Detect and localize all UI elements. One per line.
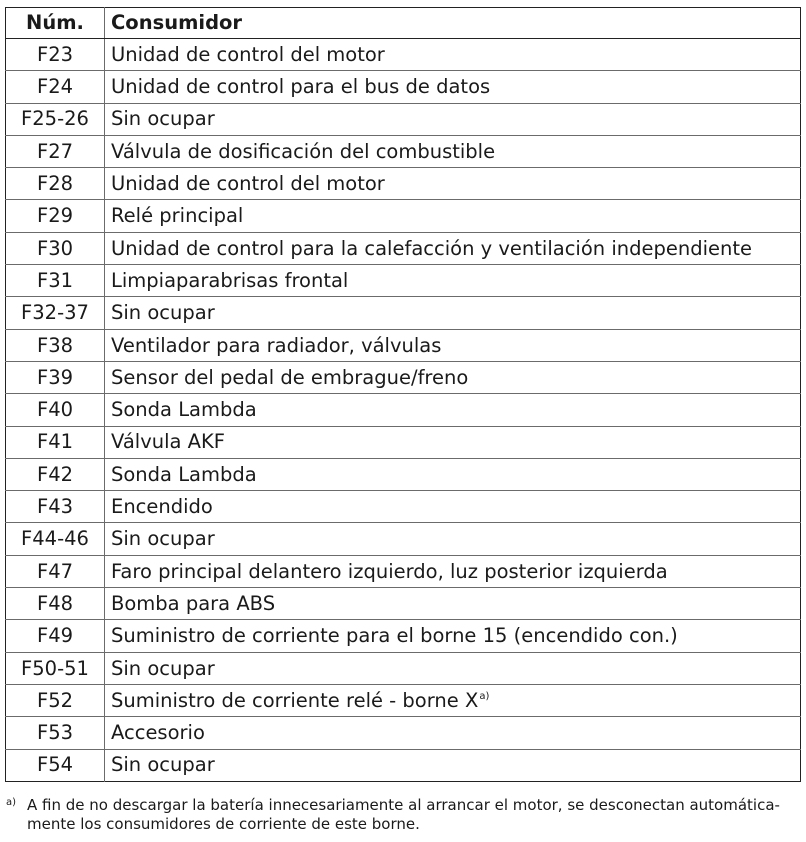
fuse-number-cell: F30 — [6, 232, 105, 264]
fuse-number-cell: F41 — [6, 426, 105, 458]
table-row — [6, 135, 801, 167]
consumer-text: Relé principal — [111, 204, 244, 228]
table-row — [6, 329, 801, 361]
table-row — [6, 39, 801, 71]
consumer-text: Válvula de dosificación del combustible — [111, 139, 496, 163]
table-row — [6, 394, 801, 426]
consumer-cell — [105, 394, 801, 426]
footnote-text: A fin de no descargar la batería innecesariamente al arrancar el motor, se desconectan automática- mente los consumidores de corriente de este borne. — [27, 796, 780, 833]
consumer-text: Sin ocupar — [111, 753, 215, 777]
fuse-number-cell: F54 — [6, 749, 105, 781]
fuse-number-cell: F42 — [6, 458, 105, 490]
consumer-cell — [105, 168, 801, 200]
table-row — [6, 103, 801, 135]
consumer-cell — [105, 329, 801, 361]
fuse-number-cell: F24 — [6, 71, 105, 103]
consumer-cell — [105, 588, 801, 620]
consumer-text: Sonda Lambda — [111, 398, 257, 422]
table-row — [6, 717, 801, 749]
consumer-cell — [105, 297, 801, 329]
consumer-text: Limpiaparabrisas frontal — [111, 268, 349, 292]
table-row — [6, 361, 801, 393]
table-row — [6, 297, 801, 329]
consumer-text: Sonda Lambda — [111, 462, 257, 486]
table-row — [6, 168, 801, 200]
fuse-number-cell: F39 — [6, 361, 105, 393]
consumer-cell — [105, 523, 801, 555]
consumer-text: Accesorio — [111, 721, 205, 745]
consumer-text: Sin ocupar — [111, 656, 215, 680]
table-row — [6, 491, 801, 523]
table-row — [6, 620, 801, 652]
consumer-cell — [105, 458, 801, 490]
consumer-cell — [105, 717, 801, 749]
table-row — [6, 71, 801, 103]
consumer-cell — [105, 555, 801, 587]
consumer-text: Encendido — [111, 495, 213, 519]
consumer-cell — [105, 426, 801, 458]
fuse-number-cell: F53 — [6, 717, 105, 749]
column-header-consumer: Consumidor — [105, 8, 801, 39]
table-row — [6, 265, 801, 297]
consumer-text: Válvula AKF — [111, 430, 226, 454]
table-row — [6, 588, 801, 620]
consumer-cell — [105, 39, 801, 71]
fuse-number-cell: F52 — [6, 684, 105, 716]
footnote-marker: a) — [6, 797, 17, 808]
table-row — [6, 652, 801, 684]
table-row — [6, 232, 801, 264]
consumer-cell — [105, 135, 801, 167]
fuse-table — [5, 7, 801, 782]
consumer-cell — [105, 749, 801, 781]
fuse-number-cell: F48 — [6, 588, 105, 620]
table-body — [6, 39, 801, 782]
consumer-text: Sin ocupar — [111, 107, 215, 131]
table-row — [6, 684, 801, 716]
table-row — [6, 200, 801, 232]
table-row — [6, 749, 801, 781]
table-row — [6, 426, 801, 458]
fuse-number-cell: F31 — [6, 265, 105, 297]
column-header-num: Núm. — [6, 8, 105, 39]
fuse-number-cell: F40 — [6, 394, 105, 426]
fuse-number-cell: F50-51 — [6, 652, 105, 684]
fuse-number-cell: F29 — [6, 200, 105, 232]
consumer-text: Ventilador para radiador, válvulas — [111, 333, 442, 357]
fuse-number-cell: F43 — [6, 491, 105, 523]
consumer-cell — [105, 361, 801, 393]
consumer-text: Unidad de control del motor — [111, 172, 385, 196]
consumer-cell — [105, 200, 801, 232]
consumer-cell — [105, 652, 801, 684]
table-header-row — [6, 8, 801, 39]
fuse-number-cell: F44-46 — [6, 523, 105, 555]
footnote-reference: a) — [479, 691, 490, 703]
consumer-text: Faro principal delantero izquierdo, luz posterior izquierda — [111, 559, 668, 583]
fuse-number-cell: F38 — [6, 329, 105, 361]
consumer-cell — [105, 265, 801, 297]
table-row — [6, 555, 801, 587]
consumer-text: Suministro de corriente relé - borne X — [111, 688, 479, 712]
consumer-text: Bomba para ABS — [111, 591, 276, 615]
consumer-text: Sin ocupar — [111, 301, 215, 325]
fuse-number-cell: F27 — [6, 135, 105, 167]
consumer-text: Suministro de corriente para el borne 15 (encendido con.) — [111, 624, 678, 648]
consumer-text: Unidad de control para el bus de datos — [111, 75, 491, 99]
fuse-number-cell: F23 — [6, 39, 105, 71]
consumer-cell — [105, 684, 801, 716]
consumer-cell — [105, 71, 801, 103]
table-row — [6, 458, 801, 490]
consumer-text: Sensor del pedal de embrague/freno — [111, 365, 469, 389]
consumer-text: Unidad de control para la calefacción y ventilación independiente — [111, 236, 752, 260]
fuse-number-cell: F47 — [6, 555, 105, 587]
table-row — [6, 523, 801, 555]
fuse-number-cell: F28 — [6, 168, 105, 200]
fuse-number-cell: F49 — [6, 620, 105, 652]
consumer-cell — [105, 103, 801, 135]
fuse-number-cell: F25-26 — [6, 103, 105, 135]
footnote — [6, 796, 796, 834]
consumer-text: Sin ocupar — [111, 527, 215, 551]
fuse-number-cell: F32-37 — [6, 297, 105, 329]
consumer-cell — [105, 491, 801, 523]
consumer-text: Unidad de control del motor — [111, 42, 385, 66]
consumer-cell — [105, 232, 801, 264]
consumer-cell — [105, 620, 801, 652]
